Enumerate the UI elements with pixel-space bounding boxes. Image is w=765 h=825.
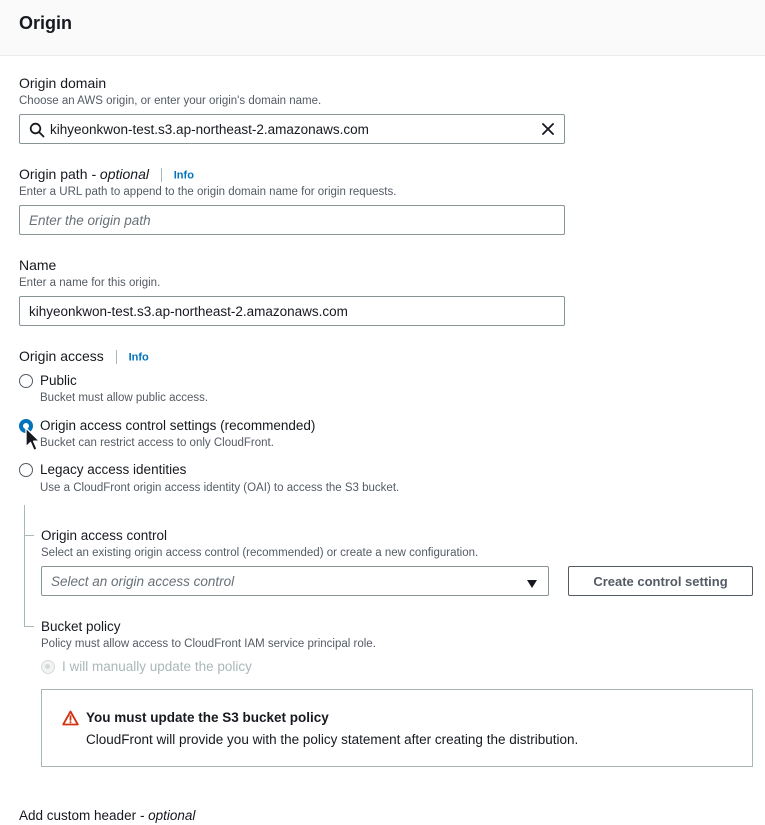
bucket-policy-description: Policy must allow access to CloudFront IAM service principal role. (41, 638, 376, 650)
radio-public-label[interactable]: Public (40, 373, 77, 388)
create-control-setting-button[interactable]: Create control setting (568, 566, 753, 596)
origin-path-placeholder: Enter the origin path (29, 212, 151, 228)
tree-branch-oac (24, 535, 34, 536)
radio-manual-policy (41, 660, 55, 674)
custom-header-label-row (19, 808, 195, 823)
mouse-cursor-icon (25, 427, 41, 453)
info-separator (116, 350, 117, 364)
origin-access-label-row (19, 348, 149, 364)
warning-icon (62, 710, 79, 726)
alert-title: You must update the S3 bucket policy (86, 710, 329, 725)
caret-down-icon (526, 577, 538, 587)
oac-select[interactable] (41, 566, 549, 596)
origin-access-label: Origin access (19, 348, 104, 364)
origin-domain-input[interactable] (19, 114, 565, 144)
radio-origin-access-control-label[interactable]: Origin access control settings (recommended) (40, 418, 316, 433)
origin-domain-label: Origin domain (19, 75, 107, 91)
origin-path-optional: - optional (91, 166, 149, 182)
name-description: Enter a name for this origin. (19, 277, 161, 289)
origin-path-description: Enter a URL path to append to the origin domain name for origin requests. (19, 186, 397, 198)
name-input[interactable] (19, 296, 565, 326)
radio-legacy-label[interactable]: Legacy access identities (40, 462, 187, 477)
origin-access-info-link[interactable]: Info (128, 351, 149, 364)
radio-origin-access-control-description: Bucket can restrict access to only CloudFront. (40, 437, 274, 449)
radio-legacy-description: Use a CloudFront origin access identity (OAI) to access the S3 bucket. (40, 482, 400, 494)
clear-icon[interactable] (541, 122, 555, 136)
radio-legacy[interactable] (19, 463, 33, 477)
origin-path-input[interactable] (19, 205, 565, 235)
custom-header-optional: - optional (139, 808, 196, 823)
oac-description: Select an existing origin access control (recommended) or create a new configuration. (41, 547, 479, 559)
radio-public-description: Bucket must allow public access. (40, 392, 209, 404)
origin-domain-value: kihyeonkwon-test.s3.ap-northeast-2.amazonaws.com (50, 121, 369, 137)
info-separator (161, 168, 162, 182)
tree-branch-bucket-policy (24, 626, 34, 627)
section-header (0, 0, 765, 56)
name-label: Name (19, 257, 57, 273)
oac-label: Origin access control (41, 528, 168, 543)
bucket-policy-label: Bucket policy (41, 619, 121, 634)
search-icon (29, 122, 45, 138)
origin-path-label: Origin path (19, 166, 88, 182)
section-title: Origin (19, 13, 72, 33)
custom-header-label: Add custom header (19, 808, 137, 823)
tree-connector (24, 505, 25, 626)
name-value: kihyeonkwon-test.s3.ap-northeast-2.amazonaws.com (29, 303, 348, 319)
origin-path-label-row (19, 166, 194, 182)
origin-path-info-link[interactable]: Info (173, 169, 194, 182)
alert-message: CloudFront will provide you with the policy statement after creating the distribution. (86, 732, 579, 747)
radio-public[interactable] (19, 374, 33, 388)
oac-select-placeholder: Select an origin access control (51, 573, 235, 589)
origin-domain-description: Choose an AWS origin, or enter your origin's domain name. (19, 95, 322, 107)
warning-alert (41, 689, 753, 767)
radio-manual-policy-label: I will manually update the policy (62, 659, 252, 674)
